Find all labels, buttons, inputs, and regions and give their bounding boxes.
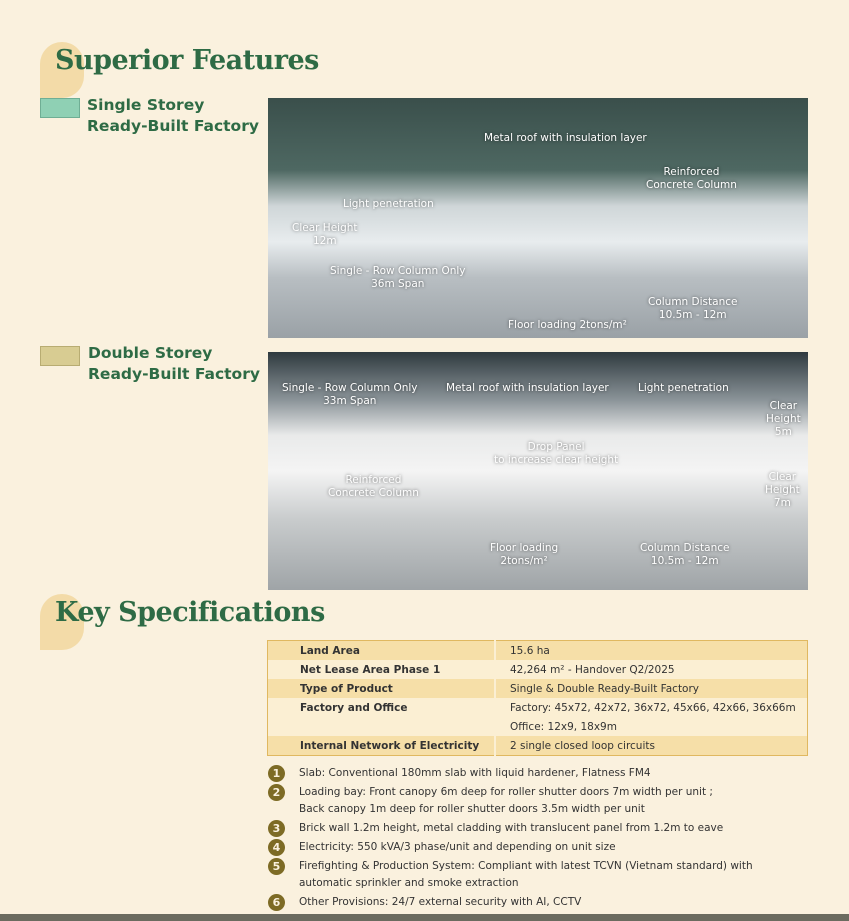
photo-label: Reinforced Concrete Column [328,474,419,499]
photo-label: Light penetration [343,198,434,210]
double-storey-title: Double Storey Ready-Built Factory [88,344,260,383]
photo-label: Clear Height 5m [766,400,801,438]
section-title-features: Superior Features [55,45,319,76]
spec-value: 42,264 m² - Handover Q2/2025 [510,663,675,676]
table-row [268,717,808,736]
single-storey-swatch [40,98,80,118]
photo-label: Reinforced Concrete Column [646,166,737,191]
list-item [268,894,808,911]
photo-label: Metal roof with insulation layer [484,132,647,144]
spec-key: Internal Network of Electricity [268,736,496,756]
spec-value: Single & Double Ready-Built Factory [510,682,700,695]
double-storey-photo [268,352,808,590]
list-item-text: Electricity: 550 kVA/3 phase/unit and depending on unit size [299,841,616,853]
photo-label: Light penetration [638,382,729,394]
list-item [268,839,808,856]
section-title-specs: Key Specifications [55,597,325,628]
photo-label: Single - Row Column Only 36m Span [330,265,466,290]
table-row [268,698,808,717]
number-badge-icon: 6 [268,894,285,911]
number-badge-icon: 5 [268,858,285,875]
number-badge-icon: 4 [268,839,285,856]
photo-label: Column Distance 10.5m - 12m [640,542,730,567]
list-item [268,858,808,892]
table-row [268,736,808,756]
spec-key: Net Lease Area Phase 1 [268,660,496,679]
spec-key: Factory and Office [268,698,496,717]
double-storey-swatch [40,346,80,366]
number-badge-icon: 2 [268,784,285,801]
spec-value: Factory: 45x72, 42x72, 36x72, 45x66, 42x66, 36x66m [510,701,796,714]
number-badge-icon: 3 [268,820,285,837]
table-row [268,641,808,661]
list-item [268,820,808,837]
spec-key: Type of Product [268,679,496,698]
bottom-photo-strip [0,914,849,921]
list-item-text: Firefighting & Production System: Compliant with latest TCVN (Vietnam standard) with automatic sprinkler and smoke extraction [299,860,753,889]
table-row [268,679,808,698]
list-item-text: Brick wall 1.2m height, metal cladding with translucent panel from 1.2m to eave [299,822,724,834]
photo-label: Single - Row Column Only 33m Span [282,382,418,407]
photo-label: Clear Height 12m [292,222,358,247]
spec-key [268,717,496,736]
spec-value: 15.6 ha [510,644,550,657]
list-item-text: Other Provisions: 24/7 external security with AI, CCTV [299,896,582,908]
number-badge-icon: 1 [268,765,285,782]
photo-label: Floor loading 2tons/m² [490,542,559,567]
photo-label: Floor loading 2tons/m² [508,319,627,331]
spec-value: Office: 12x9, 18x9m [510,720,617,733]
specs-table [267,640,808,756]
single-storey-photo [268,98,808,338]
spec-key: Land Area [268,641,496,661]
list-item [268,765,808,782]
spec-value: 2 single closed loop circuits [510,739,655,752]
list-item-text: Slab: Conventional 180mm slab with liquid hardener, Flatness FM4 [299,767,651,779]
table-row [268,660,808,679]
photo-label: Clear Height 7m [765,471,800,509]
photo-label: Drop Panel to increase clear height [494,441,619,466]
list-item-text: Loading bay: Front canopy 6m deep for roller shutter doors 7m width per unit ; Back canopy 1m deep for roller shutter doors 3.5m width per unit [299,786,713,815]
spec-list [268,765,808,913]
single-storey-title: Single Storey Ready-Built Factory [87,96,259,135]
list-item [268,784,808,818]
photo-label: Column Distance 10.5m - 12m [648,296,738,321]
photo-label: Metal roof with insulation layer [446,382,609,394]
